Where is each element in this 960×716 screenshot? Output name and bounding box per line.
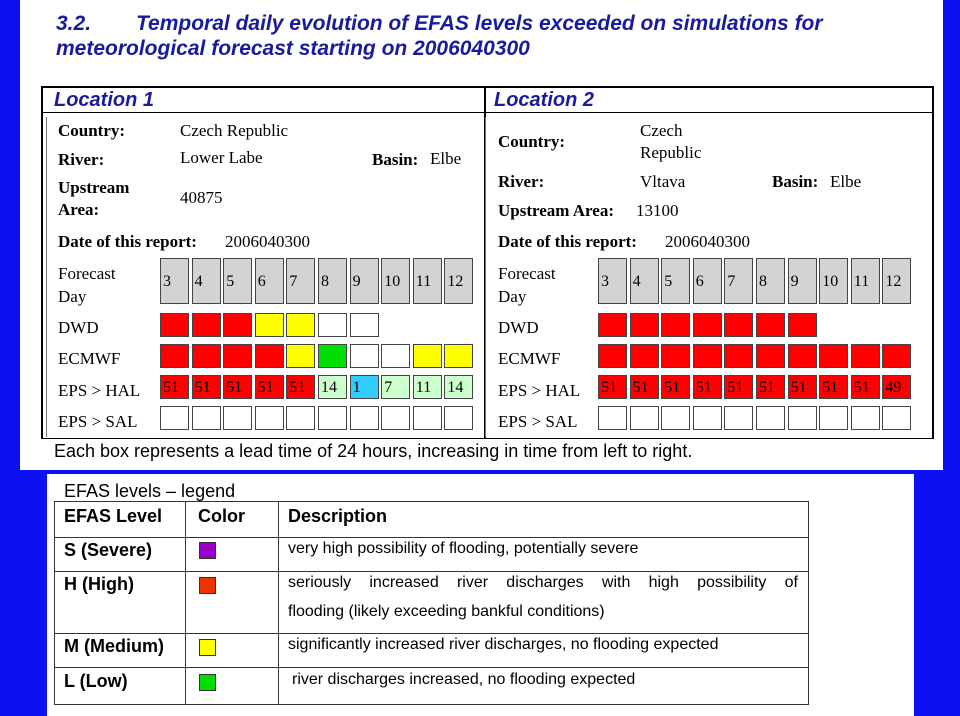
loc1-river-label: River:: [58, 150, 105, 169]
loc1-dwd-cell-9: [350, 313, 379, 337]
loc1-dwd-cell-3: [160, 313, 189, 337]
legend-row-line-3: [54, 667, 809, 668]
loc1-dwd-cell-8: [318, 313, 347, 337]
loc1-ecmwf-cell-3: [160, 344, 189, 368]
legend-panel: [47, 474, 914, 716]
loc1-row-label-sal: EPS > SAL: [58, 412, 138, 431]
loc2-river: Vltava: [640, 172, 686, 191]
loc2-country-1: Czech: [640, 121, 683, 140]
legend-swatch-low: [199, 674, 216, 691]
legend-level-high: H (High): [64, 574, 134, 594]
loc1-eps-sal-cell-5: [223, 406, 252, 430]
loc1-eps-sal-cell-11: [413, 406, 442, 430]
loc2-forecast-day-7: 7: [724, 258, 753, 304]
loc1-country: Czech Republic: [180, 121, 289, 140]
loc1-forecast-day-9: 9: [350, 258, 379, 304]
loc2-row-label-dwd: DWD: [498, 318, 539, 337]
loc1-forecast-label-2: Day: [58, 287, 87, 306]
loc1-forecast-day-4: 4: [192, 258, 221, 304]
legend-swatch-severe: [199, 542, 216, 559]
loc2-ecmwf-cell-4: [630, 344, 659, 368]
loc2-eps-sal-cell-6: [693, 406, 722, 430]
loc1-ecmwf-cell-10: [381, 344, 410, 368]
loc1-dwd-cell-7: [286, 313, 315, 337]
loc2-ecmwf-cell-10: [819, 344, 848, 368]
loc1-area: 40875: [180, 188, 223, 207]
frame-left: [41, 86, 43, 439]
loc2-eps-sal-cell-11: [851, 406, 880, 430]
loc1-eps-hal-cell-8: 14: [318, 375, 347, 399]
loc1-forecast-day-5: 5: [223, 258, 252, 304]
loc2-eps-hal-cell-10: 51: [819, 375, 848, 399]
loc1-dwd-cell-4: [192, 313, 221, 337]
section-number: 3.2.: [56, 12, 92, 35]
loc2-forecast-day-6: 6: [693, 258, 722, 304]
loc1-ecmwf-cell-8: [318, 344, 347, 368]
inner-left-1: [46, 117, 47, 437]
loc1-forecast-day-8: 8: [318, 258, 347, 304]
loc1-eps-sal-cell-4: [192, 406, 221, 430]
loc2-area: 13100: [636, 201, 679, 220]
loc2-ecmwf-cell-9: [788, 344, 817, 368]
loc1-row-label-hal: EPS > HAL: [58, 381, 141, 400]
loc2-ecmwf-cell-6: [693, 344, 722, 368]
lead-time-caption: Each box represents a lead time of 24 hours, increasing in time from left to right.: [54, 441, 693, 461]
frame-header-line: [41, 112, 934, 113]
legend-swatch-medium: [199, 639, 216, 656]
loc1-eps-hal-cell-11: 11: [413, 375, 442, 399]
loc2-dwd-cell-5: [661, 313, 690, 337]
loc1-forecast-day-3: 3: [160, 258, 189, 304]
loc2-dwd-cell-4: [630, 313, 659, 337]
loc2-basin: Elbe: [830, 172, 862, 191]
loc2-dwd-cell-8: [756, 313, 785, 337]
loc2-row-label-sal: EPS > SAL: [498, 412, 578, 431]
loc1-eps-sal-cell-3: [160, 406, 189, 430]
loc1-eps-sal-cell-7: [286, 406, 315, 430]
loc1-dwd-cell-6: [255, 313, 284, 337]
loc1-eps-hal-cell-6: 51: [255, 375, 284, 399]
frame-right: [932, 86, 934, 439]
loc1-date: 2006040300: [225, 232, 310, 251]
legend-header-line: [54, 537, 809, 538]
loc1-eps-hal-cell-12: 14: [444, 375, 473, 399]
loc2-eps-hal-cell-7: 51: [724, 375, 753, 399]
legend-header-color: Color: [198, 506, 245, 526]
loc1-ecmwf-cell-4: [192, 344, 221, 368]
legend-level-medium: M (Medium): [64, 636, 164, 656]
loc1-forecast-day-6: 6: [255, 258, 284, 304]
loc2-eps-hal-cell-3: 51: [598, 375, 627, 399]
loc1-row-label-ecmwf: ECMWF: [58, 349, 121, 368]
legend-header-level: EFAS Level: [64, 506, 163, 526]
loc1-ecmwf-cell-9: [350, 344, 379, 368]
legend-col-line-2: [278, 501, 279, 705]
loc2-forecast-day-4: 4: [630, 258, 659, 304]
loc2-eps-hal-cell-5: 51: [661, 375, 690, 399]
loc2-eps-hal-cell-8: 51: [756, 375, 785, 399]
loc2-eps-sal-cell-10: [819, 406, 848, 430]
loc2-forecast-day-5: 5: [661, 258, 690, 304]
loc2-eps-sal-cell-7: [724, 406, 753, 430]
loc1-row-label-dwd: DWD: [58, 318, 99, 337]
report-panel: [20, 0, 943, 470]
loc2-country-2: Republic: [640, 143, 702, 162]
loc2-forecast-day-12: 12: [882, 258, 911, 304]
loc1-area-label-1: Upstream: [58, 178, 130, 197]
loc1-ecmwf-cell-12: [444, 344, 473, 368]
section-title-line2: meteorological forecast starting on 2006040300: [56, 37, 530, 60]
loc1-date-label: Date of this report:: [58, 232, 197, 251]
loc2-ecmwf-cell-8: [756, 344, 785, 368]
loc2-eps-hal-cell-12: 49: [882, 375, 911, 399]
loc2-area-label: Upstream Area:: [498, 201, 614, 220]
loc1-forecast-day-7: 7: [286, 258, 315, 304]
loc2-basin-label: Basin:: [772, 172, 819, 191]
loc2-eps-hal-cell-11: 51: [851, 375, 880, 399]
loc1-eps-hal-cell-10: 7: [381, 375, 410, 399]
loc1-eps-sal-cell-6: [255, 406, 284, 430]
loc2-dwd-cell-9: [788, 313, 817, 337]
loc2-forecast-day-8: 8: [756, 258, 785, 304]
loc2-eps-hal-cell-9: 51: [788, 375, 817, 399]
loc1-eps-hal-cell-4: 51: [192, 375, 221, 399]
loc2-country-label: Country:: [498, 132, 566, 151]
legend-desc-high-2: flooding (likely exceeding bankful conditions): [288, 603, 605, 620]
legend-border-bottom: [54, 704, 809, 705]
loc1-eps-sal-cell-9: [350, 406, 379, 430]
loc2-forecast-day-11: 11: [851, 258, 880, 304]
loc2-forecast-label-2: Day: [498, 287, 527, 306]
loc2-forecast-day-9: 9: [788, 258, 817, 304]
loc1-eps-hal-cell-9: 1: [350, 375, 379, 399]
legend-swatch-high: [199, 577, 216, 594]
loc2-eps-sal-cell-5: [661, 406, 690, 430]
loc2-eps-sal-cell-12: [882, 406, 911, 430]
loc1-eps-hal-cell-3: 51: [160, 375, 189, 399]
loc2-ecmwf-cell-3: [598, 344, 627, 368]
loc1-area-label-2: Area:: [58, 200, 100, 219]
loc2-ecmwf-cell-11: [851, 344, 880, 368]
loc2-row-label-hal: EPS > HAL: [498, 381, 581, 400]
loc1-eps-sal-cell-8: [318, 406, 347, 430]
loc2-row-label-ecmwf: ECMWF: [498, 349, 561, 368]
legend-border-right: [808, 501, 809, 705]
legend-col-line-1: [185, 501, 186, 705]
loc2-dwd-cell-6: [693, 313, 722, 337]
legend-row-line-1: [54, 571, 809, 572]
loc1-basin: Elbe: [430, 149, 462, 168]
loc2-river-label: River:: [498, 172, 545, 191]
loc1-forecast-label-1: Forecast: [58, 264, 116, 283]
loc2-ecmwf-cell-5: [661, 344, 690, 368]
legend-border-top: [54, 501, 809, 502]
loc2-dwd-cell-7: [724, 313, 753, 337]
legend-desc-severe: very high possibility of flooding, potentially severe: [288, 540, 639, 557]
frame-bottom: [41, 438, 934, 439]
loc2-eps-sal-cell-9: [788, 406, 817, 430]
loc1-forecast-day-11: 11: [413, 258, 442, 304]
legend-level-low: L (Low): [64, 671, 128, 691]
loc1-eps-hal-cell-5: 51: [223, 375, 252, 399]
loc1-dwd-cell-5: [223, 313, 252, 337]
location-1-title: Location 1: [54, 89, 155, 111]
legend-border-left: [54, 501, 55, 705]
loc2-eps-hal-cell-4: 51: [630, 375, 659, 399]
legend-level-severe: S (Severe): [64, 540, 153, 560]
loc1-ecmwf-cell-11: [413, 344, 442, 368]
loc1-eps-hal-cell-7: 51: [286, 375, 315, 399]
loc1-eps-sal-cell-12: [444, 406, 473, 430]
loc1-country-label: Country:: [58, 121, 126, 140]
location-2-title: Location 2: [494, 89, 595, 111]
loc2-dwd-cell-3: [598, 313, 627, 337]
inner-left-2: [485, 117, 486, 437]
legend-desc-high-1: seriously increased river discharges with high possibility of: [288, 574, 798, 591]
legend-row-line-2: [54, 633, 809, 634]
loc2-eps-sal-cell-4: [630, 406, 659, 430]
loc2-date-label: Date of this report:: [498, 232, 637, 251]
legend-title: EFAS levels – legend: [64, 481, 236, 501]
loc2-date: 2006040300: [665, 232, 750, 251]
loc2-forecast-label-1: Forecast: [498, 264, 556, 283]
legend-header-description: Description: [288, 506, 388, 526]
section-title-line1: Temporal daily evolution of EFAS levels exceeded on simulations for: [136, 12, 823, 35]
loc1-eps-sal-cell-10: [381, 406, 410, 430]
loc2-forecast-day-3: 3: [598, 258, 627, 304]
loc2-eps-sal-cell-3: [598, 406, 627, 430]
loc2-forecast-day-10: 10: [819, 258, 848, 304]
loc1-basin-label: Basin:: [372, 150, 419, 169]
loc1-ecmwf-cell-7: [286, 344, 315, 368]
loc2-eps-hal-cell-6: 51: [693, 375, 722, 399]
loc1-forecast-day-12: 12: [444, 258, 473, 304]
legend-desc-medium: significantly increased river discharges, no flooding expected: [288, 636, 719, 653]
loc2-ecmwf-cell-12: [882, 344, 911, 368]
loc1-river: Lower Labe: [180, 148, 263, 167]
loc2-ecmwf-cell-7: [724, 344, 753, 368]
loc2-eps-sal-cell-8: [756, 406, 785, 430]
loc1-ecmwf-cell-5: [223, 344, 252, 368]
loc1-forecast-day-10: 10: [381, 258, 410, 304]
frame-top: [41, 86, 934, 88]
loc1-ecmwf-cell-6: [255, 344, 284, 368]
legend-desc-low: river discharges increased, no flooding expected: [292, 671, 636, 688]
